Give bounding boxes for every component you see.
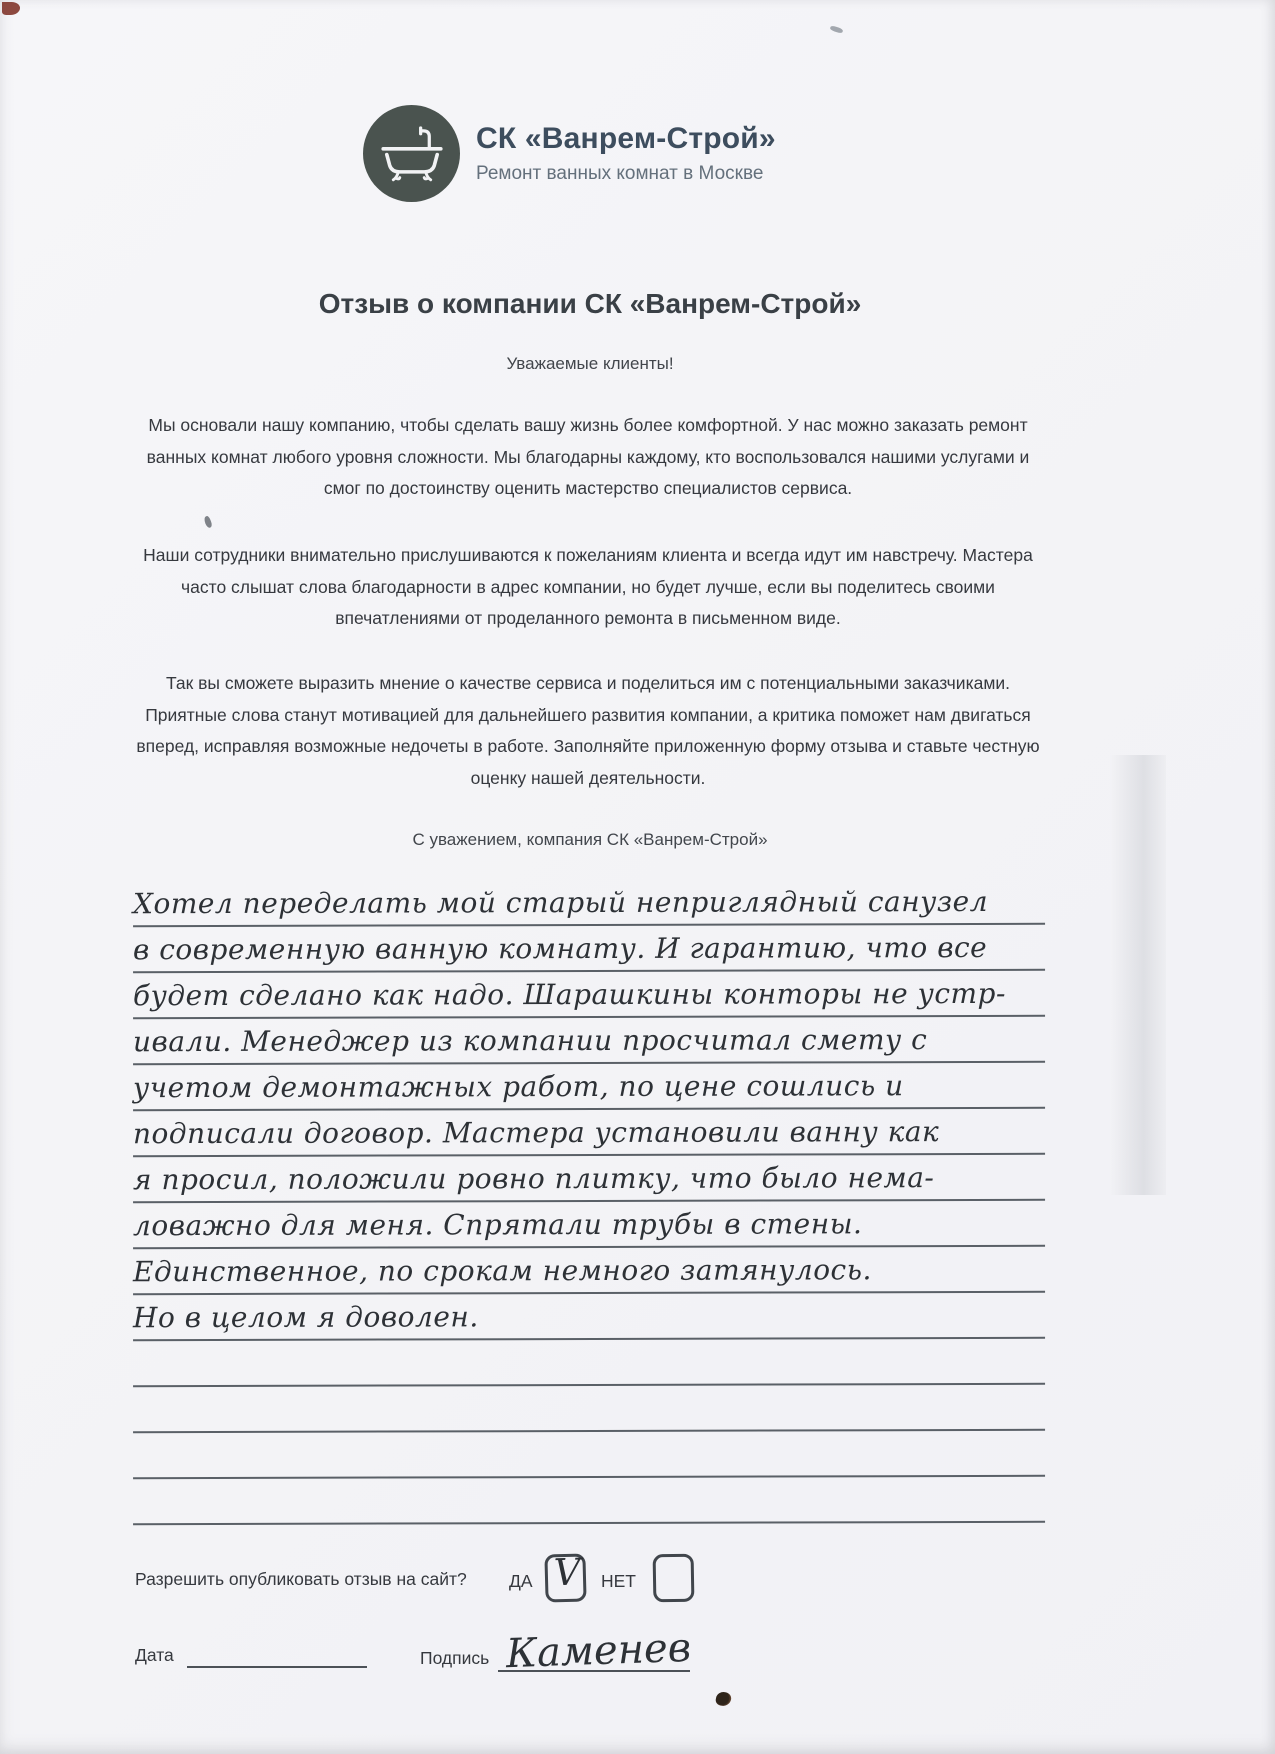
review-line[interactable]: будет сделано как надо. Шарашкины конторы не устр-: [133, 971, 1045, 1019]
signature-value: Каменев: [505, 1624, 692, 1678]
date-label: Дата: [135, 1645, 174, 1665]
date-field-line[interactable]: [187, 1612, 367, 1668]
review-line-empty[interactable]: [133, 1477, 1045, 1525]
greeting-line: Уважаемые клиенты!: [506, 354, 674, 373]
checkmark-yes: V: [553, 1550, 582, 1595]
no-label: НЕТ: [601, 1571, 636, 1591]
review-line[interactable]: ивали. Менеджер из компании просчитал смету с: [133, 1017, 1045, 1065]
company-logo: [363, 105, 776, 202]
scan-speck: [830, 25, 844, 34]
scan-speck: [2, 2, 20, 15]
date-signature-row: [0, 1612, 1275, 1702]
logo-text: [476, 122, 776, 185]
publish-question: Разрешить опубликовать отзыв на сайт?: [135, 1569, 467, 1589]
review-line[interactable]: подписали договор. Мастера установили ванну как: [133, 1109, 1045, 1157]
scan-edge-shadow: [1110, 755, 1166, 1195]
handwritten-review-area[interactable]: [133, 880, 1045, 1524]
intro-paragraph-3: Так вы сможете выразить мнение о качестве сервиса и поделиться им с потенциальными заказчиками. Приятные слова станут мотивацией для дальнейшего развития компании, а критика поможет нам двигаться вперед, исправляя возможные недочеты в работе. Заполняйте приложенную форму отзыва и ставьте честную оценку нашей деятельности.: [136, 673, 1040, 788]
logo-subtitle: Ремонт ванных комнат в Москве: [476, 163, 764, 184]
signature-label: Подпись: [420, 1648, 490, 1668]
review-line[interactable]: учетом демонтажных работ, по цене сошлись и: [133, 1063, 1045, 1111]
review-line[interactable]: в современную ванную комнату. И гарантию, что все: [133, 925, 1045, 973]
publish-permission-row: [0, 1552, 1275, 1612]
review-line[interactable]: ловажно для меня. Спрятали трубы в стены.: [133, 1201, 1045, 1249]
signoff-line: С уважением, компания СК «Ванрем-Строй»: [412, 830, 768, 849]
review-line-empty[interactable]: [133, 1339, 1045, 1387]
logo-circle: [363, 105, 460, 202]
yes-label: ДА: [509, 1571, 533, 1591]
logo-title: СК «Ванрем-Строй»: [476, 122, 776, 155]
review-line-empty[interactable]: [133, 1431, 1045, 1479]
review-line-empty[interactable]: [133, 1385, 1045, 1433]
no-checkbox[interactable]: [653, 1554, 695, 1603]
page-title: Отзыв о компании СК «Ванрем-Строй»: [318, 288, 862, 319]
review-line[interactable]: Но в целом я доволен.: [133, 1293, 1045, 1341]
scan-speck: [203, 515, 213, 528]
review-line[interactable]: Единственное, по срокам немного затянулось.: [133, 1247, 1045, 1295]
review-line[interactable]: Хотел переделать мой старый неприглядный санузел: [133, 879, 1045, 927]
yes-checkbox[interactable]: [544, 1550, 586, 1602]
intro-paragraph-2: Наши сотрудники внимательно прислушиваются к пожеланиям клиента и всегда идут им навстречу. Мастера часто слышат слова благодарности в адрес компании, но будет лучше, если вы поделитесь своими впечатлениями от проделанного ремонта в письменном виде.: [143, 545, 1033, 628]
bathtub-icon: [376, 115, 448, 192]
intro-paragraph-1: Мы основали нашу компанию, чтобы сделать вашу жизнь более комфортной. У нас можно заказать ремонт ванных комнат любого уровня сложности. Мы благодарны каждому, кто воспользовался нашими услугами и смог по достоинству оценить мастерство специалистов сервиса.: [146, 415, 1030, 498]
review-line[interactable]: я просил, положили ровно плитку, что было нема-: [133, 1155, 1045, 1203]
signature-field-line[interactable]: [498, 1612, 692, 1678]
